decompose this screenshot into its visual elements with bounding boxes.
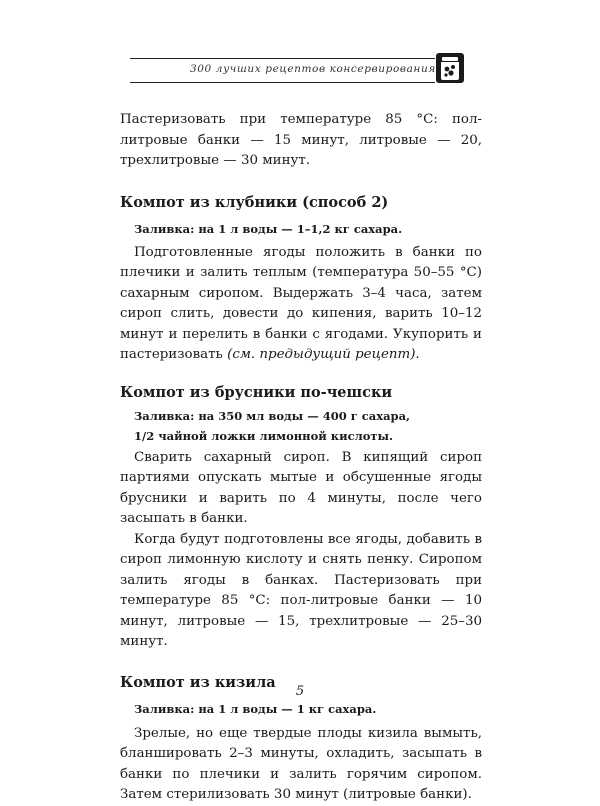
header-rule-bottom [130, 82, 435, 83]
filling-line: Заливка: на 1 л воды — 1 кг сахара. [134, 701, 377, 716]
recipe-strawberry [120, 193, 482, 366]
recipe-paragraph: Когда будут подготовлены все ягоды, добавить в сироп лимонную кислоту и снять пенку. Сиропом залить ягоды в банках. Пастеризовать при температуре 85 °С: пол-литровые банки — 10 минут, литровые — 15, трехлитровые — 25–30 минут. [120, 531, 482, 649]
recipe-title: Компот из брусники по-чешски [120, 383, 393, 401]
recipe-paragraph: Зрелые, но еще твердые плоды кизила вымыть, бланшировать 2–3 минуты, охладить, засыпать в банки по плечики и залить горячим сиропом. Затем стерилизовать 30 минут (литровые банки). [120, 725, 482, 802]
recipe-title: Компот из клубники (способ 2) [120, 193, 389, 211]
jar-icon [435, 52, 465, 84]
filling-block [120, 219, 482, 239]
filling-line: Заливка: на 1 л воды — 1–1,2 кг сахара. [134, 221, 403, 236]
page-number: 5 [295, 684, 305, 699]
filling-line: 1/2 чайной ложки лимонной кислоты. [134, 428, 394, 443]
header-rule-top [130, 58, 435, 59]
running-header [130, 52, 470, 82]
filling-line: Заливка: на 350 мл воды — 400 г сахара, [134, 408, 411, 423]
paragraph-text: Подготовленные ягоды положить в банки по плечики и залить теплым (температура 50–55 °С) сахарным сиропом. Выдержать 3–4 часа, затем сироп слить, довести до кипения, варить 10–12 минут и перелить в банки с ягодами. Укупорить и пастеризовать [120, 244, 482, 362]
intro-paragraph: Пастеризовать при температуре 85 °С: пол-литровые банки — 15 минут, литровые — 20, трехлитровые — 30 минут. [120, 112, 482, 168]
recipe-lingonberry [120, 383, 482, 653]
page-content [120, 110, 482, 806]
filling-block [120, 699, 482, 719]
running-title: 300 лучших рецептов консервирования [190, 63, 436, 75]
recipe-paragraph: Сварить сахарный сироп. В кипящий сироп партиями опускать мытые и обсушенные ягоды брусники и варить по 4 минуты, после чего засыпать в банки. [120, 449, 482, 526]
recipe-paragraph [120, 243, 482, 366]
cross-reference: (см. предыдущий рецепт) [227, 347, 416, 362]
recipe-title: Компот из кизила [120, 673, 276, 691]
paragraph-tail: . [415, 347, 420, 362]
filling-block [120, 406, 482, 446]
